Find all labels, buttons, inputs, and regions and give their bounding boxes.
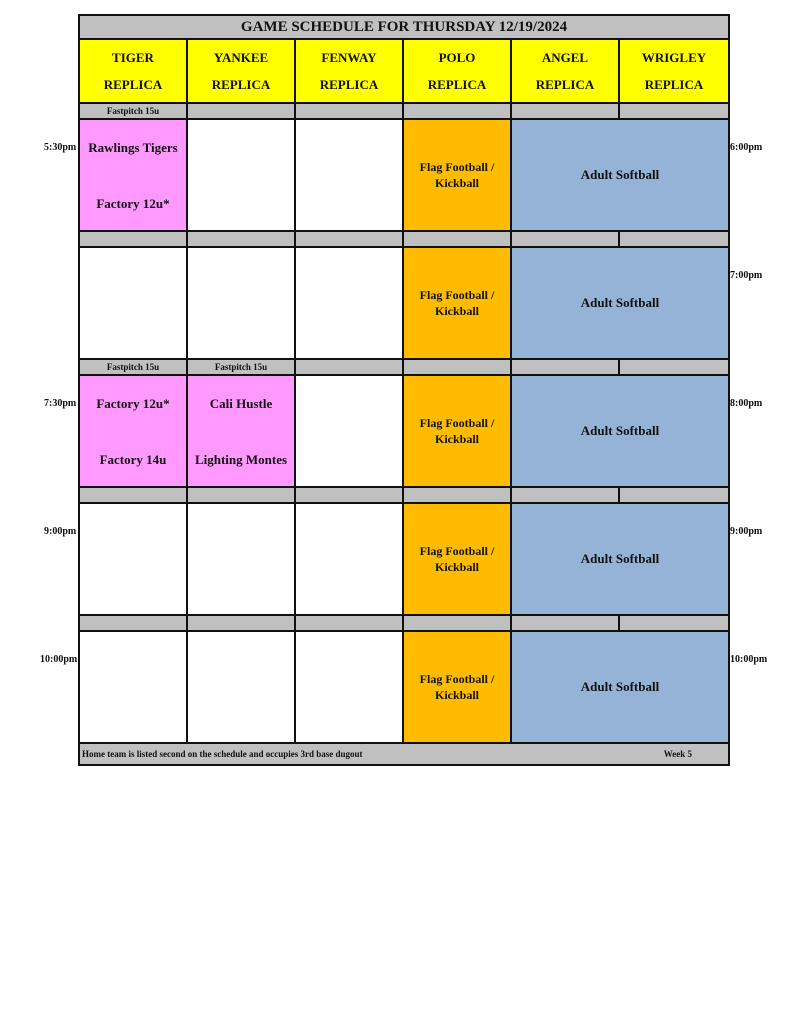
field-sub: REPLICA [535,76,595,92]
division-label-text: Fastpitch 15u [214,362,268,372]
time-label-right: 6:00pm [730,142,763,153]
home-team: Factory 14u [99,452,167,467]
away-team: Rawlings Tigers [88,140,178,155]
flag-football-slot[interactable] [402,374,512,488]
field-name: YANKEE [213,49,269,65]
away-team: Factory 12u* [96,396,170,411]
activity-label: Adult Softball [580,167,660,182]
adult-softball-slot[interactable] [510,246,730,360]
home-team: Lighting Montes [194,452,288,467]
empty-slot [294,502,404,616]
field-header-tiger [78,38,188,104]
time-label-left: 10:00pm [40,654,78,665]
activity-label: Adult Softball [580,295,660,310]
game-slot-tiger[interactable] [78,118,188,232]
field-name: ANGEL [541,49,589,65]
page-title [78,14,730,40]
field-name: POLO [438,49,476,65]
time-label-right: 10:00pm [730,654,768,665]
activity-label: Flag Football / Kickball [419,416,495,446]
empty-slot [78,246,188,360]
time-label-left: 7:30pm [44,398,77,409]
activity-label: Flag Football / Kickball [419,544,495,574]
flag-football-slot[interactable] [402,630,512,744]
field-name: TIGER [112,49,154,65]
game-slot-yankee[interactable] [186,374,296,488]
flag-football-slot[interactable] [402,246,512,360]
empty-slot [186,118,296,232]
game-slot-tiger[interactable] [78,374,188,488]
activity-label: Adult Softball [580,423,660,438]
field-name: WRIGLEY [641,49,707,65]
field-name: FENWAY [321,49,377,65]
empty-slot [294,374,404,488]
field-header-angel [510,38,620,104]
time-label-right: 9:00pm [730,526,763,537]
week-label: Week 5 [663,749,692,759]
field-sub: REPLICA [427,76,487,92]
footer-bar [78,742,730,766]
time-label-right: 8:00pm [730,398,763,409]
activity-label: Flag Football / Kickball [419,160,495,190]
empty-slot [294,246,404,360]
time-label-left: 5:30pm [44,142,77,153]
empty-slot [78,502,188,616]
division-label-text: Fastpitch 15u [106,362,160,372]
field-header-fenway [294,38,404,104]
activity-label: Flag Football / Kickball [419,288,495,318]
division-label-text: Fastpitch 15u [106,106,160,116]
field-header-wrigley [618,38,730,104]
empty-slot [186,630,296,744]
field-header-yankee [186,38,296,104]
empty-slot [294,118,404,232]
field-header-polo [402,38,512,104]
field-sub: REPLICA [211,76,271,92]
activity-label: Flag Football / Kickball [419,672,495,702]
time-label-left: 9:00pm [44,526,77,537]
adult-softball-slot[interactable] [510,502,730,616]
empty-slot [186,246,296,360]
schedule-sheet [78,14,730,768]
empty-slot [78,630,188,744]
activity-label: Adult Softball [580,551,660,566]
adult-softball-slot[interactable] [510,118,730,232]
page-title-text: GAME SCHEDULE FOR THURSDAY 12/19/2024 [240,18,568,35]
field-sub: REPLICA [319,76,379,92]
field-sub: REPLICA [103,76,163,92]
activity-label: Adult Softball [580,679,660,694]
adult-softball-slot[interactable] [510,374,730,488]
footer-note: Home team is listed second on the schedule and occupies 3rd base dugout [82,749,363,759]
adult-softball-slot[interactable] [510,630,730,744]
empty-slot [294,630,404,744]
empty-slot [186,502,296,616]
flag-football-slot[interactable] [402,502,512,616]
field-sub: REPLICA [644,76,704,92]
time-label-right: 7:00pm [730,270,763,281]
away-team: Cali Hustle [209,396,273,411]
flag-football-slot[interactable] [402,118,512,232]
home-team: Factory 12u* [96,196,170,211]
